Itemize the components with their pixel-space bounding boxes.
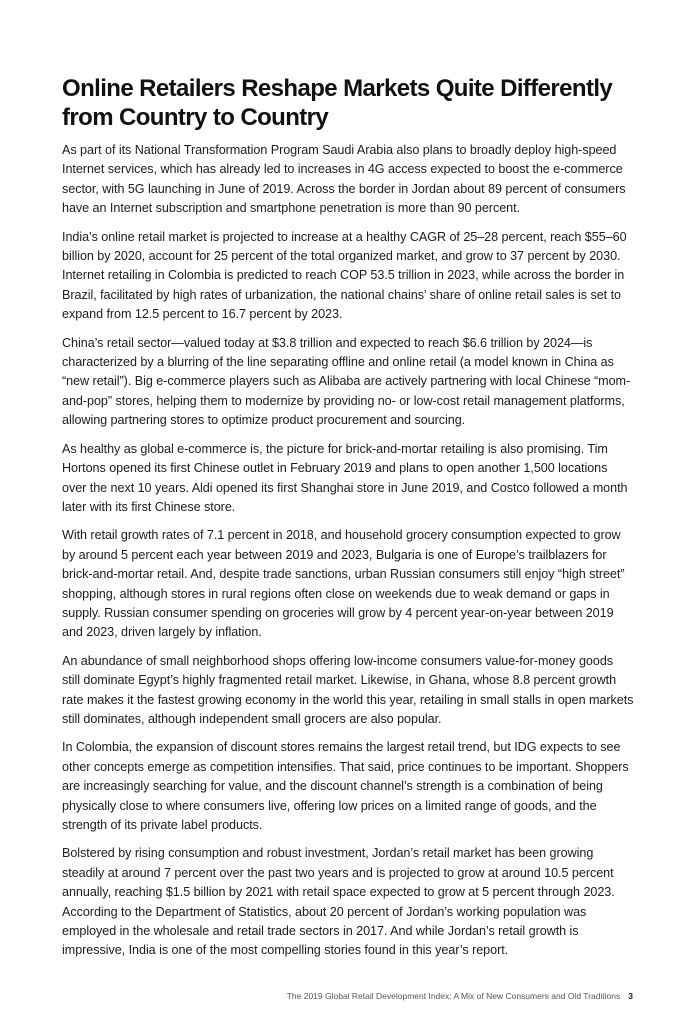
paragraph: India’s online retail market is projected to increase at a healthy CAGR of 25–28 percent, reach $55–60 billion by 2020, account for 25 percent of the total organized market, and grow to 37 percent by 2030. Internet retailing in Colombia is predicted to reach COP 53.5 trillion in 2023, while across the border in Brazil, facilitated by high rates of urbanization, the national chains’ share of online retail sales is set to expand from 12.5 percent to 16.7 percent by 2023. bbox=[62, 229, 627, 322]
paragraph: With retail growth rates of 7.1 percent in 2018, and household grocery consumption expected to grow by around 5 percent each year between 2019 and 2023, Bulgaria is one of Europe’s trailblazers for brick-and-mortar retail. And, despite trade sanctions, urban Russian consumers still enjoy “high street” shopping, although stores in rural regions often close on weekends due to weak demand or gaps in supply. Russian consumer spending on groceries will grow by 4 percent year-on-year between 2019 and 2023, driven largely by inflation. bbox=[62, 528, 625, 640]
page-number: 3 bbox=[628, 991, 633, 1001]
paragraph: China’s retail sector—valued today at $3.8 trillion and expected to reach $6.6 trillion by 2024—is characterized by a blurring of the line separating offline and online retail (a model known in China as “new retail”). Big e-commerce players such as Alibaba are actively partnering with local Chinese “mom-and-pop” stores, helping them to modernize by providing no- or low-cost retail management platforms, allowing partnering stores to optimize product procurement and sourcing. bbox=[62, 335, 631, 428]
paragraph: In Colombia, the expansion of discount stores remains the largest retail trend, but IDG expects to see other concepts emerge as competition intensifies. That said, price continues to be important. Shoppers are increasingly searching for value, and the discount channel’s strength is a combination of being physically close to where consumers live, offering low prices on a limited range of goods, and the strength of its private label products. bbox=[62, 740, 629, 832]
paragraph: As part of its National Transformation Program Saudi Arabia also plans to broadly deploy high-speed Internet services, which has already led to increases in 4G access expected to boost the e-commerce sector, with 5G launching in June of 2019. Across the border in Jordan about 89 percent of consumers have an Internet subscription and smartphone penetration is more than 90 percent. bbox=[62, 143, 626, 216]
paragraph: Bolstered by rising consumption and robust investment, Jordan’s retail market has been growing steadily at around 7 percent over the past two years and is projected to grow at around 10.5 percent annually, reaching $1.5 billion by 2021 with retail space expected to grow at 5 percent through 2023. According to the Department of Statistics, about 20 percent of Jordan’s working population was employed in the wholesale and retail trade sectors in 2017. And while Jordan’s retail growth is impressive, India is one of the most compelling stories found in this year’s report. bbox=[62, 846, 615, 958]
footer-title: The 2019 Global Retail Development Index: A Mix of New Consumers and Old Traditions bbox=[286, 991, 621, 1001]
page-footer bbox=[287, 990, 633, 1002]
paragraph: An abundance of small neighborhood shops offering low-income consumers value-for-money goods still dominate Egypt’s highly fragmented retail market. Likewise, in Ghana, whose 8.8 percent growth rate makes it the fastest growing economy in the world this year, retailing in small stalls in open markets still dominates, although independent small grocers are also popular. bbox=[62, 653, 634, 726]
article-body bbox=[62, 141, 634, 970]
page-title: Online Retailers Reshape Markets Quite Differently from Country to Country bbox=[62, 75, 613, 131]
paragraph: As healthy as global e-commerce is, the picture for brick-and-mortar retailing is also promising. Tim Hortons opened its first Chinese outlet in February 2019 and plans to open another 1,500 locations over the next 10 years. Aldi opened its first Shanghai store in June 2019, and Costco followed a month later with its first Chinese store. bbox=[62, 441, 628, 514]
